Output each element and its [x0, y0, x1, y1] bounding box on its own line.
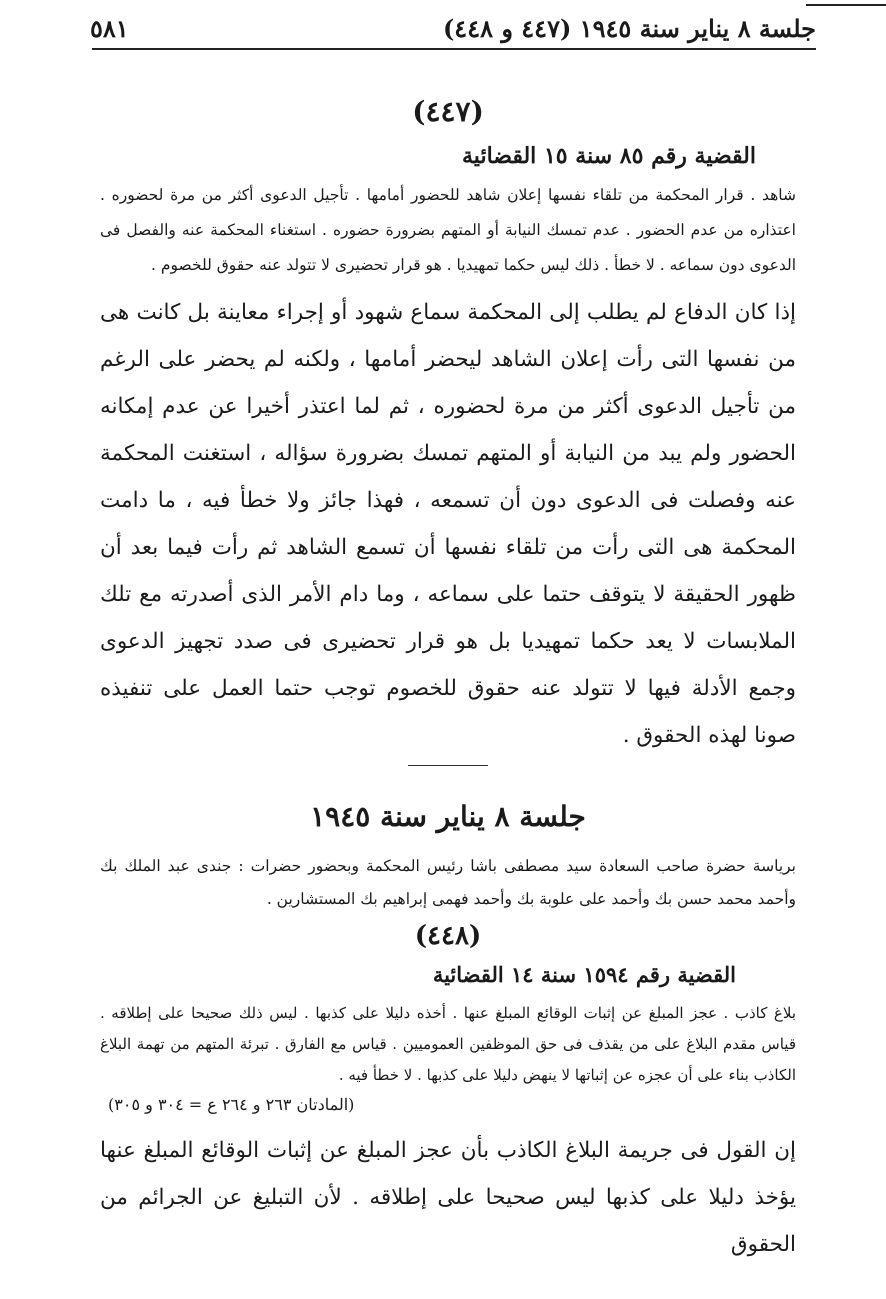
- page-number: ٥٨١: [90, 13, 129, 43]
- case-447-number: (٤٤٧): [412, 95, 484, 128]
- session-presidency: برياسة حضرة صاحب السعادة سيد مصطفى باشا رئيس المحكمة وبحضور حضرات : جندى عبد الملك بك وأحمد محمد حسن بك وأحمد على علوبة بك وأحمد فهمى إبراهيم بك المستشارين .: [100, 857, 796, 908]
- section-divider: [408, 765, 488, 766]
- case-447-body: إذا كان الدفاع لم يطلب إلى المحكمة سماع شهود أو إجراء معاينة بل كانت هى من نفسها التى رأت إعلان الشاهد ليحضر أمامها ، ولكنه لم يحضر على الرغم من تأجيل الدعوى أكثر من مرة لحضوره ، ثم لما اعتذر أخيرا عن عدم إمكانه الحضور ولم يبد من النيابة أو المتهم تمسك بضرورة سؤاله ، استغنت المحكمة عنه وفصلت فى الدعوى دون أن تسمعه ، فهذا جائز ولا خطأ فيه ، ما دامت المحكمة هى التى رأت من تلقاء نفسها أن تسمع الشاهد ثم رأت فيما بعد أن ظهور الحقيقة لا يتوقف حتما على سماعه ، وما دام الأمر الذى أصدرته مع تلك الملابسات لا يعد حكما تمهيديا بل هو قرار تحضيرى فى صدد تجهيز الدعوى وجمع الأدلة فيها لا تتولد عنه حقوق للخصوم توجب حتما العمل على تنفيذه صونا لهذه الحقوق .: [100, 300, 796, 748]
- page-content: [100, 90, 796, 1268]
- page-header: [90, 10, 816, 46]
- running-title: جلسة ٨ يناير سنة ١٩٤٥ (٤٤٧ و ٤٤٨): [442, 13, 816, 43]
- case-448-number: (٤٤٨): [414, 921, 482, 951]
- header-rule: [92, 48, 816, 50]
- case-448-body: إن القول فى جريمة البلاغ الكاذب بأن عجز المبلغ عن إثبات الوقائع المبلغ عنها يؤخذ دليلا على كذبها ليس صحيحا على إطلاقه . لأن التبليغ عن الجرائم من الحقوق: [100, 1138, 796, 1257]
- session-title: جلسة ٨ يناير سنة ١٩٤٥: [310, 800, 586, 833]
- case-448-articles: (المادتان ٢٦٣ و ٢٦٤ ع = ٣٠٤ و ٣٠٥): [108, 1095, 355, 1114]
- case-447-summary: شاهد . قرار المحكمة من تلقاء نفسها إعلان شاهد للحضور أمامها . تأجيل الدعوى أكثر من مرة لحضوره . اعتذاره من عدم الحضور . عدم تمسك النيابة أو المتهم بضرورة حضوره . استغناء المحكمة عنه والفصل فى الدعوى دون سماعه . لا خطأ . ذلك ليس حكما تمهيديا . هو قرار تحضيرى لا تتولد عنه حقوق للخصوم .: [100, 186, 796, 274]
- case-448-reference: القضية رقم ١٥٩٤ سنة ١٤ القضائية: [432, 962, 736, 987]
- case-447-reference: القضية رقم ٨٥ سنة ١٥ القضائية: [462, 143, 756, 169]
- case-448-summary: بلاغ كاذب . عجز المبلغ عن إثبات الوقائع المبلغ عنها . أخذه دليلا على كذبها . ليس ذلك صحيحا على إطلاقه . قياس مقدم البلاغ على من يقذف فى حق الموظفين العموميين . قياس مع الفارق . تبرئة المتهم من تهمة البلاغ الكاذب بناء على أن عجزه عن إثباتها لا ينهض دليلا على كذبها . لا خطأ فيه .: [100, 1004, 796, 1084]
- top-edge-rule: [806, 4, 886, 6]
